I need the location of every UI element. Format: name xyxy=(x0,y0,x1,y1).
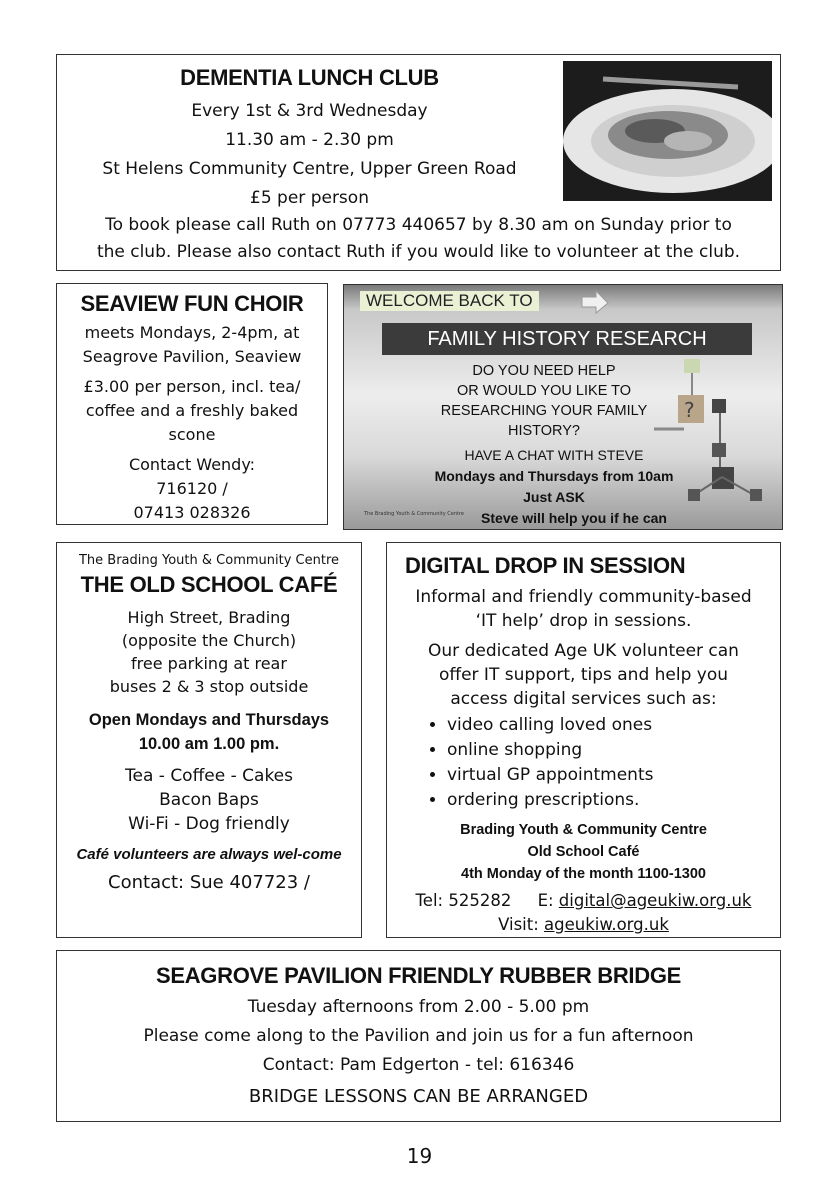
dementia-time: 11.30 am - 2.30 pm xyxy=(225,130,394,150)
seaview-choir-box xyxy=(56,283,328,525)
cafe-organisation: The Brading Youth & Community Centre xyxy=(78,553,339,568)
digital-intro xyxy=(387,585,780,711)
page-number: 19 xyxy=(406,1144,433,1168)
digital-contact xyxy=(387,889,780,937)
choir-line: £3.00 per person, incl. tea/ xyxy=(83,377,301,396)
poster-line: HAVE A CHAT WITH STEVE xyxy=(464,447,644,463)
digital-title: DIGITAL DROP IN SESSION xyxy=(405,553,686,578)
poster-line: HISTORY? xyxy=(508,423,580,439)
email-link[interactable]: digital@ageukiw.org.uk xyxy=(558,891,752,910)
choir-title: SEAVIEW FUN CHOIR xyxy=(80,291,304,316)
bridge-line: Tuesday afternoons from 2.00 - 5.00 pm xyxy=(247,997,590,1017)
cafe-line: Open Mondays and Thursdays xyxy=(88,711,330,729)
poster-line: OR WOULD YOU LIKE TO xyxy=(456,383,632,399)
digital-tel: Tel: 525282 xyxy=(415,891,512,910)
digital-line: Our dedicated Age UK volunteer can xyxy=(428,641,739,661)
bridge-info xyxy=(57,993,780,1080)
cafe-line: Tea - Coffee - Cakes xyxy=(125,766,293,786)
digital-drop-in-box xyxy=(386,542,781,938)
dementia-day: Every 1st & 3rd Wednesday xyxy=(191,101,428,121)
dementia-price: £5 per person xyxy=(250,188,369,208)
arrow-icon xyxy=(580,289,610,315)
poster-line: Steve will help you if he can xyxy=(481,510,667,526)
rubber-bridge-box xyxy=(56,950,781,1122)
email-label: E: xyxy=(537,891,554,910)
cafe-menu xyxy=(57,764,361,836)
digital-line: Informal and friendly community-based xyxy=(415,587,752,607)
cafe-contact: Contact: Sue 407723 / xyxy=(108,872,310,893)
choir-text xyxy=(57,321,327,525)
list-item: • ordering prescriptions. xyxy=(447,788,780,813)
svg-text:?: ? xyxy=(684,398,695,422)
cafe-line: High Street, Brading xyxy=(127,608,291,627)
bridge-line: Contact: Pam Edgerton - tel: 616346 xyxy=(262,1055,575,1075)
cafe-line: free parking at rear xyxy=(131,654,287,673)
choir-mobile: 07413 028326 xyxy=(133,503,251,522)
cafe-opening-hours xyxy=(57,708,361,756)
dementia-booking xyxy=(67,212,770,266)
cafe-line: Wi-Fi - Dog friendly xyxy=(128,814,290,834)
list-item: • video calling loved ones xyxy=(447,713,780,738)
cafe-volunteers: Café volunteers are always wel-come xyxy=(76,846,342,863)
cafe-line: 10.00 am 1.00 pm. xyxy=(138,735,280,753)
cafe-address xyxy=(57,606,361,698)
cafe-title: THE OLD SCHOOL CAFÉ xyxy=(80,572,338,597)
digital-line: offer IT support, tips and help you xyxy=(438,665,729,685)
poster-line: RESEARCHING YOUR FAMILY xyxy=(440,403,648,419)
booking-line-1: To book please call Ruth on 07773 440657 by 8.30 am on Sunday prior to xyxy=(105,215,732,235)
choir-contact: Contact Wendy: xyxy=(128,455,256,474)
choir-line: Seagrove Pavilion, Seaview xyxy=(82,347,302,366)
poster-footer: The Brading Youth & Community Centre xyxy=(364,511,465,517)
choir-phone: 716120 / xyxy=(156,479,228,498)
choir-line: coffee and a freshly baked xyxy=(85,401,299,420)
choir-line: meets Mondays, 2-4pm, at xyxy=(84,323,300,342)
booking-line-2: the club. Please also contact Ruth if you would like to volunteer at the club. xyxy=(96,242,741,262)
lunch-plate-photo xyxy=(563,61,772,201)
digital-line: Old School Café xyxy=(527,844,640,860)
dementia-lunch-club-box xyxy=(56,54,781,271)
poster-welcome: WELCOME BACK TO xyxy=(360,291,539,311)
poster-line: Mondays and Thursdays from 10am xyxy=(434,468,674,484)
list-item: • online shopping xyxy=(447,738,780,763)
digital-services-list xyxy=(427,713,780,813)
family-history-poster xyxy=(343,284,783,530)
digital-line: Brading Youth & Community Centre xyxy=(460,822,707,838)
dementia-venue: St Helens Community Centre, Upper Green Road xyxy=(102,159,517,179)
old-school-cafe-box xyxy=(56,542,362,938)
choir-line: scone xyxy=(168,425,216,444)
poster-line: Just ASK xyxy=(523,489,585,505)
dementia-title: DEMENTIA LUNCH CLUB xyxy=(180,65,439,90)
bridge-lessons: BRIDGE LESSONS CAN BE ARRANGED xyxy=(248,1086,589,1107)
digital-line: 4th Monday of the month 1100-1300 xyxy=(461,866,706,882)
dementia-info xyxy=(57,97,562,213)
website-link[interactable]: ageukiw.org.uk xyxy=(544,915,669,934)
digital-line: ‘IT help’ drop in sessions. xyxy=(475,611,692,631)
poster-line: DO YOU NEED HELP xyxy=(472,363,616,379)
poster-banner: FAMILY HISTORY RESEARCH xyxy=(382,323,752,355)
visit-label: Visit: xyxy=(498,915,539,934)
bridge-line: Please come along to the Pavilion and join us for a fun afternoon xyxy=(143,1026,694,1046)
list-item: • virtual GP appointments xyxy=(447,763,780,788)
digital-venue xyxy=(387,819,780,885)
cafe-line: buses 2 & 3 stop outside xyxy=(109,677,309,696)
digital-line: access digital services such as: xyxy=(450,689,717,709)
cafe-line: (opposite the Church) xyxy=(121,631,297,650)
bridge-title: SEAGROVE PAVILION FRIENDLY RUBBER BRIDGE xyxy=(155,963,682,988)
cafe-line: Bacon Baps xyxy=(159,790,259,810)
poster-question xyxy=(404,361,684,441)
